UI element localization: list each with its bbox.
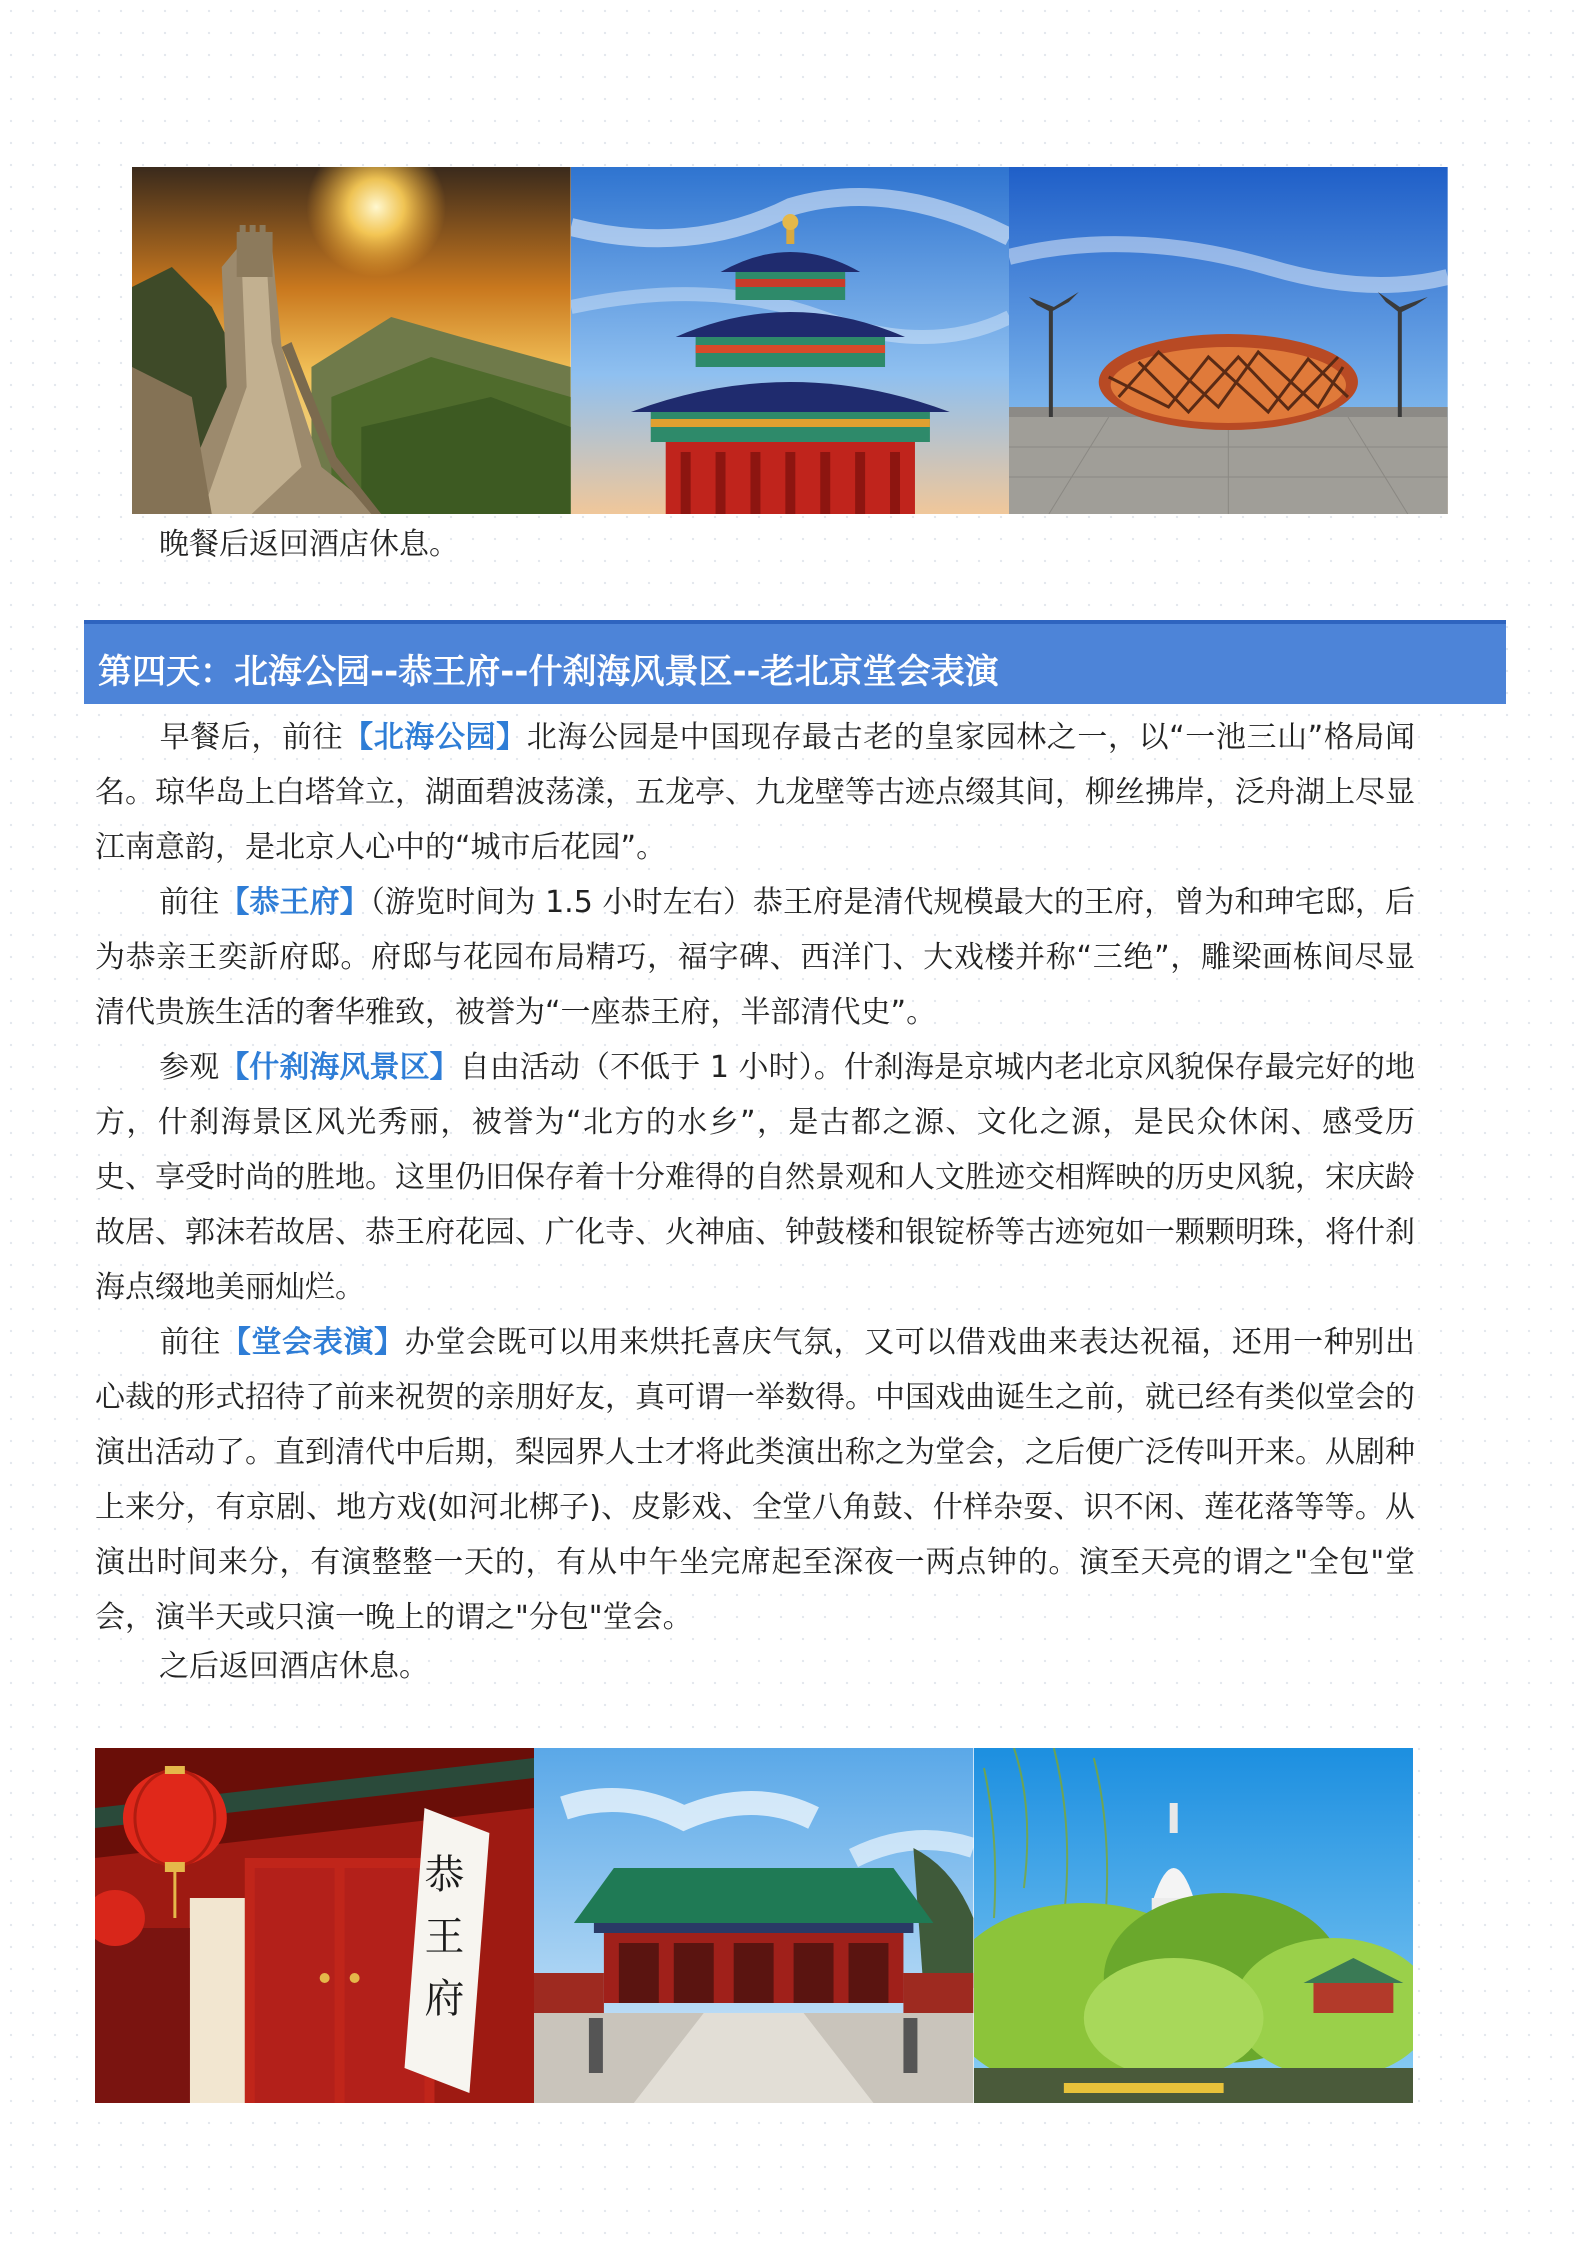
paragraph-prince-gong-mansion bbox=[95, 875, 1415, 1040]
closing-note: 之后返回酒店休息。 bbox=[159, 1649, 429, 1684]
signboard-char-1 bbox=[424, 1852, 464, 2022]
paragraph-body-text: （游览时间为 1.5 小时左右）恭王府是清代规模最大的王府，曾为和珅宅邸，后为恭亲王奕訢府邸。府邸与花园布局精巧，福字碑、西洋门、大戏楼并称“三绝”，雕梁画栋间尽显清代贵族生活的奢华雅致，被誉为“一座恭王府，半部清代史”。 bbox=[95, 885, 1416, 1030]
highlight-prince-gong-mansion: 【恭王府】 bbox=[219, 885, 370, 920]
palace-courtyard-photo bbox=[534, 1748, 973, 2103]
highlight-beihai-park: 【北海公园】 bbox=[343, 720, 527, 755]
paragraph-lead-text: 前往 bbox=[159, 885, 220, 920]
paragraph-body-text: 北海公园是中国现存最古老的皇家园林之一，以“一池三山”格局闻名。琼华岛上白塔耸立，湖面碧波荡漾，五龙亭、九龙壁等古迹点缀其间，柳丝拂岸，泛舟湖上尽显江南意韵，是北京人心中的“城市后花园”。 bbox=[95, 720, 1415, 865]
signboard-char: 王 bbox=[424, 1913, 465, 1961]
prince-gong-gate-photo bbox=[95, 1748, 534, 2103]
great-wall-photo bbox=[132, 167, 571, 514]
paragraph-shichahai bbox=[95, 1040, 1415, 1315]
paragraph-tanghui-performance bbox=[95, 1315, 1415, 1645]
paragraph-lead-text: 早餐后，前往 bbox=[159, 720, 344, 755]
birds-nest-stadium-photo bbox=[1009, 167, 1448, 514]
day-header-title: 第四天：北海公园--恭王府--什刹海风景区--老北京堂会表演 bbox=[98, 652, 999, 692]
highlight-tanghui-performance: 【堂会表演】 bbox=[220, 1325, 405, 1360]
paragraph-body-text: 自由活动（不低于 1 小时）。什刹海是京城内老北京风貌保存最完好的地方，什刹海景区风光秀丽，被誉为“北方的水乡”，是古都之源、文化之源，是民众休闲、感受历史、享受时尚的胜地。这里仍旧保存着十分难得的自然景观和人文胜迹交相辉映的历史风貌，宋庆龄故居、郭沫若故居、恭王府花园、广化寺、火神庙、钟鼓楼和银锭桥等古迹宛如一颗颗明珠，将什刹海点缀地美丽灿烂。 bbox=[95, 1050, 1415, 1305]
paragraph-lead-text: 前往 bbox=[159, 1325, 221, 1360]
top-note: 晚餐后返回酒店休息。 bbox=[159, 527, 459, 562]
highlight-shichahai: 【什刹海风景区】 bbox=[219, 1050, 460, 1085]
day-header-bar bbox=[84, 620, 1506, 704]
paragraph-body-text: 办堂会既可以用来烘托喜庆气氛，又可以借戏曲来表达祝福，还用一种别出心裁的形式招待了前来祝贺的亲朋好友，真可谓一举数得。中国戏曲诞生之前，就已经有类似堂会的演出活动了。直到清代中后期，梨园界人士才将此类演出称之为堂会，之后便广泛传叫开来。从剧种上来分，有京剧、地方戏(如河北梆子)、皮影戏、全堂八角鼓、什样杂耍、识不闲、莲花落等等。从演出时间来分，有演整整一天的，有从中午坐完席起至深夜一两点钟的。演至天亮的谓之"全包"堂会，演半天或只演一晚上的谓之"分包"堂会。 bbox=[95, 1325, 1416, 1635]
bottom-photo-strip bbox=[95, 1748, 1413, 2103]
temple-of-heaven-photo bbox=[571, 167, 1010, 514]
paragraph-beihai-park bbox=[95, 710, 1415, 875]
signboard-char: 恭 bbox=[424, 1851, 465, 1899]
beihai-white-pagoda-photo bbox=[974, 1748, 1413, 2103]
paragraph-lead-text: 参观 bbox=[159, 1050, 220, 1085]
signboard-char: 府 bbox=[424, 1975, 465, 2023]
top-photo-strip bbox=[132, 167, 1448, 514]
